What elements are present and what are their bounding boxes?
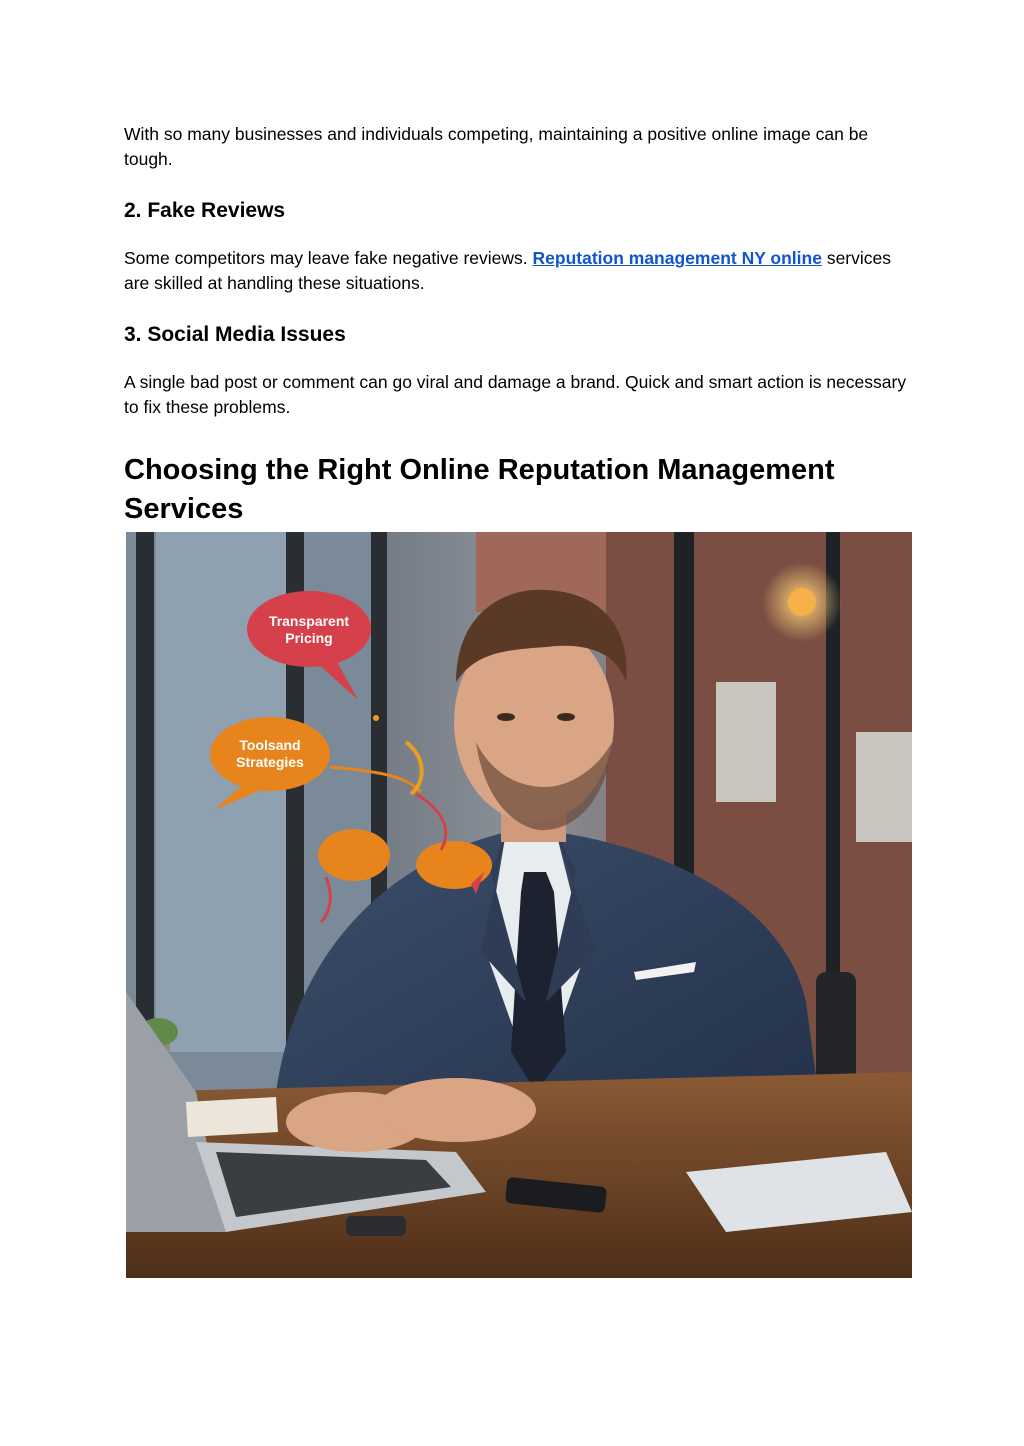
bubble-pricing-line1: Transparent	[268, 613, 350, 629]
reputation-management-link[interactable]: Reputation management NY online	[532, 248, 822, 268]
choosing-services-heading: Choosing the Right Online Reputation Management Services	[124, 454, 835, 525]
bubble-pricing-line2: Pricing	[285, 630, 333, 646]
bubble-tools-line1: Toolsand	[239, 737, 301, 753]
fake-reviews-text-end: services are skilled at handling these situations.	[124, 248, 891, 293]
businessman-laptop-photo	[126, 532, 912, 1278]
social-media-paragraph: A single bad post or comment can go viral and damage a brand. Quick and smart action is necessary to fix these problems.	[124, 372, 907, 417]
bubble-tools-line2: Strategies	[236, 754, 304, 770]
intro-paragraph: With so many businesses and individuals competing, maintaining a positive online image can be tough.	[124, 124, 869, 169]
fake-reviews-text-start: Some competitors may leave fake negative reviews.	[124, 248, 533, 268]
fake-reviews-heading: 2. Fake Reviews	[124, 199, 286, 222]
fake-reviews-paragraph	[124, 246, 914, 296]
social-media-heading: 3. Social Media Issues	[124, 323, 346, 346]
